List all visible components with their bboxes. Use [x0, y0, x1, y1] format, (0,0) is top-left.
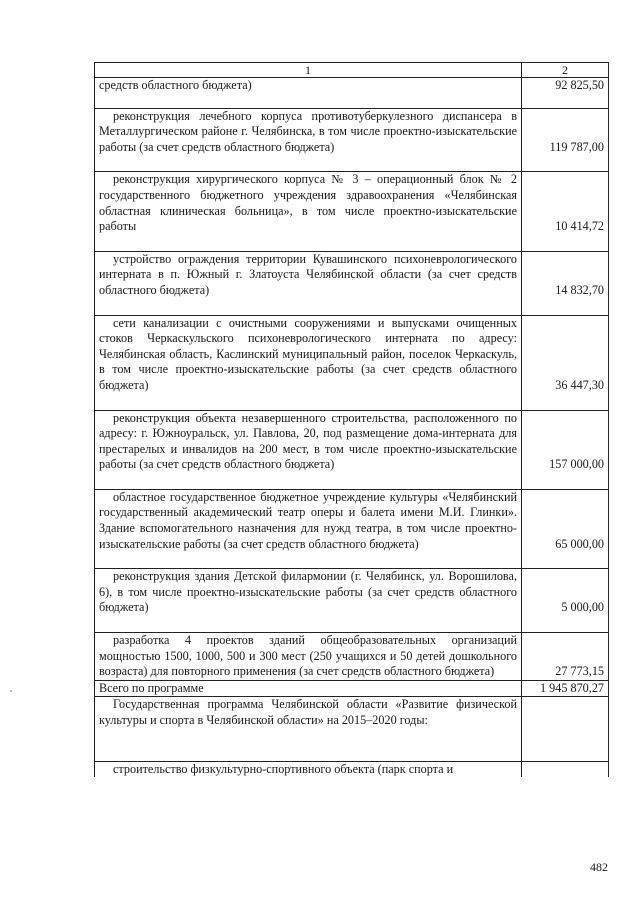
table-row [95, 315, 609, 410]
row-text: сети канализации с очистными сооружениями и выпусками очищенных стоков Черкаскульского психоневрологического интерната по адресу: Челябинская область, Каслинский муниципальный район, поселок Черкаскуль, в том числе проектно-изыскательские работы (за счет средств областного бюджета) [99, 315, 517, 392]
row-value: 5 000,00 [522, 569, 609, 633]
table-row [95, 410, 609, 489]
row-text: реконструкция объекта незавершенного строительства, расположенного по адресу: г. Южноуральск, ул. Павлова, 20, под размещение дома-интерната для престарелых и инвалидов на 200 мест, в том числе проектно-изыскательские работы (за счет средств областного бюджета) [99, 410, 517, 472]
row-value: 157 000,00 [522, 410, 609, 489]
row-text: реконструкция лечебного корпуса противотуберкулезного диспансера в Металлургическом районе г. Челябинска, в том числе проектно-изыскательские работы (за счет средств областного бюджета) [99, 108, 517, 154]
program-next-row [95, 761, 609, 777]
table-row [95, 633, 609, 681]
table-row [95, 108, 609, 172]
row-value: 27 773,15 [522, 633, 609, 681]
program-title: Государственная программа Челябинской области «Развитие физической культуры и спорта в Челябинской области» на 2015–2020 годы: [95, 697, 522, 761]
total-label: Всего по программе [95, 680, 522, 697]
row-value: 10 414,72 [522, 172, 609, 251]
row-text: средств областного бюджета) [95, 78, 522, 109]
row-value: 14 832,70 [522, 251, 609, 315]
table-row [95, 251, 609, 315]
row-text: реконструкция здания Детской филармонии (г. Челябинск, ул. Ворошилова, 6), в том числе проектно-изыскательские работы (за счет средств областного бюджета) [99, 569, 517, 615]
row-text: разработка 4 проектов зданий общеобразовательных организаций мощностью 1500, 1000, 500 и 300 мест (250 учащихся и 50 детей дошкольного возраста) для повторного применения (за счет средств областного бюджета) [99, 633, 517, 679]
table-header-row [95, 63, 609, 78]
program-next-item: строительство физкультурно-спортивного объекта (парк спорта и [95, 761, 522, 777]
header-col-2: 2 [522, 63, 609, 78]
total-row [95, 680, 609, 697]
row-text: областное государственное бюджетное учреждение культуры «Челябинский государственный академический театр оперы и балета имени М.И. Глинки». Здание вспомогательного назначения для нужд театра, в том числе проектно-изыскательские работы (за счет средств областного бюджета) [99, 489, 517, 551]
table-row [95, 569, 609, 633]
row-value: 36 447,30 [522, 315, 609, 410]
table-row [95, 78, 609, 109]
table-row [95, 172, 609, 251]
row-value: 92 825,50 [522, 78, 609, 109]
program-row [95, 697, 609, 761]
table-row [95, 489, 609, 568]
budget-table [94, 62, 609, 777]
row-value: 119 787,00 [522, 108, 609, 172]
scan-artifact [10, 690, 12, 692]
header-col-1: 1 [95, 63, 522, 78]
row-text: устройство ограждения территории Кувашинского психоневрологического интерната в п. Южный г. Златоуста Челябинской области (за счет средств областного бюджета) [99, 251, 517, 297]
total-value: 1 945 870,27 [522, 680, 609, 697]
row-text: реконструкция хирургического корпуса № 3 – операционный блок № 2 государственного бюджетного учреждения здравоохранения «Челябинская областная клиническая больница», в том числе проектно-изыскательские работы [99, 172, 517, 234]
row-value: 65 000,00 [522, 489, 609, 568]
page-number: 482 [590, 860, 608, 874]
